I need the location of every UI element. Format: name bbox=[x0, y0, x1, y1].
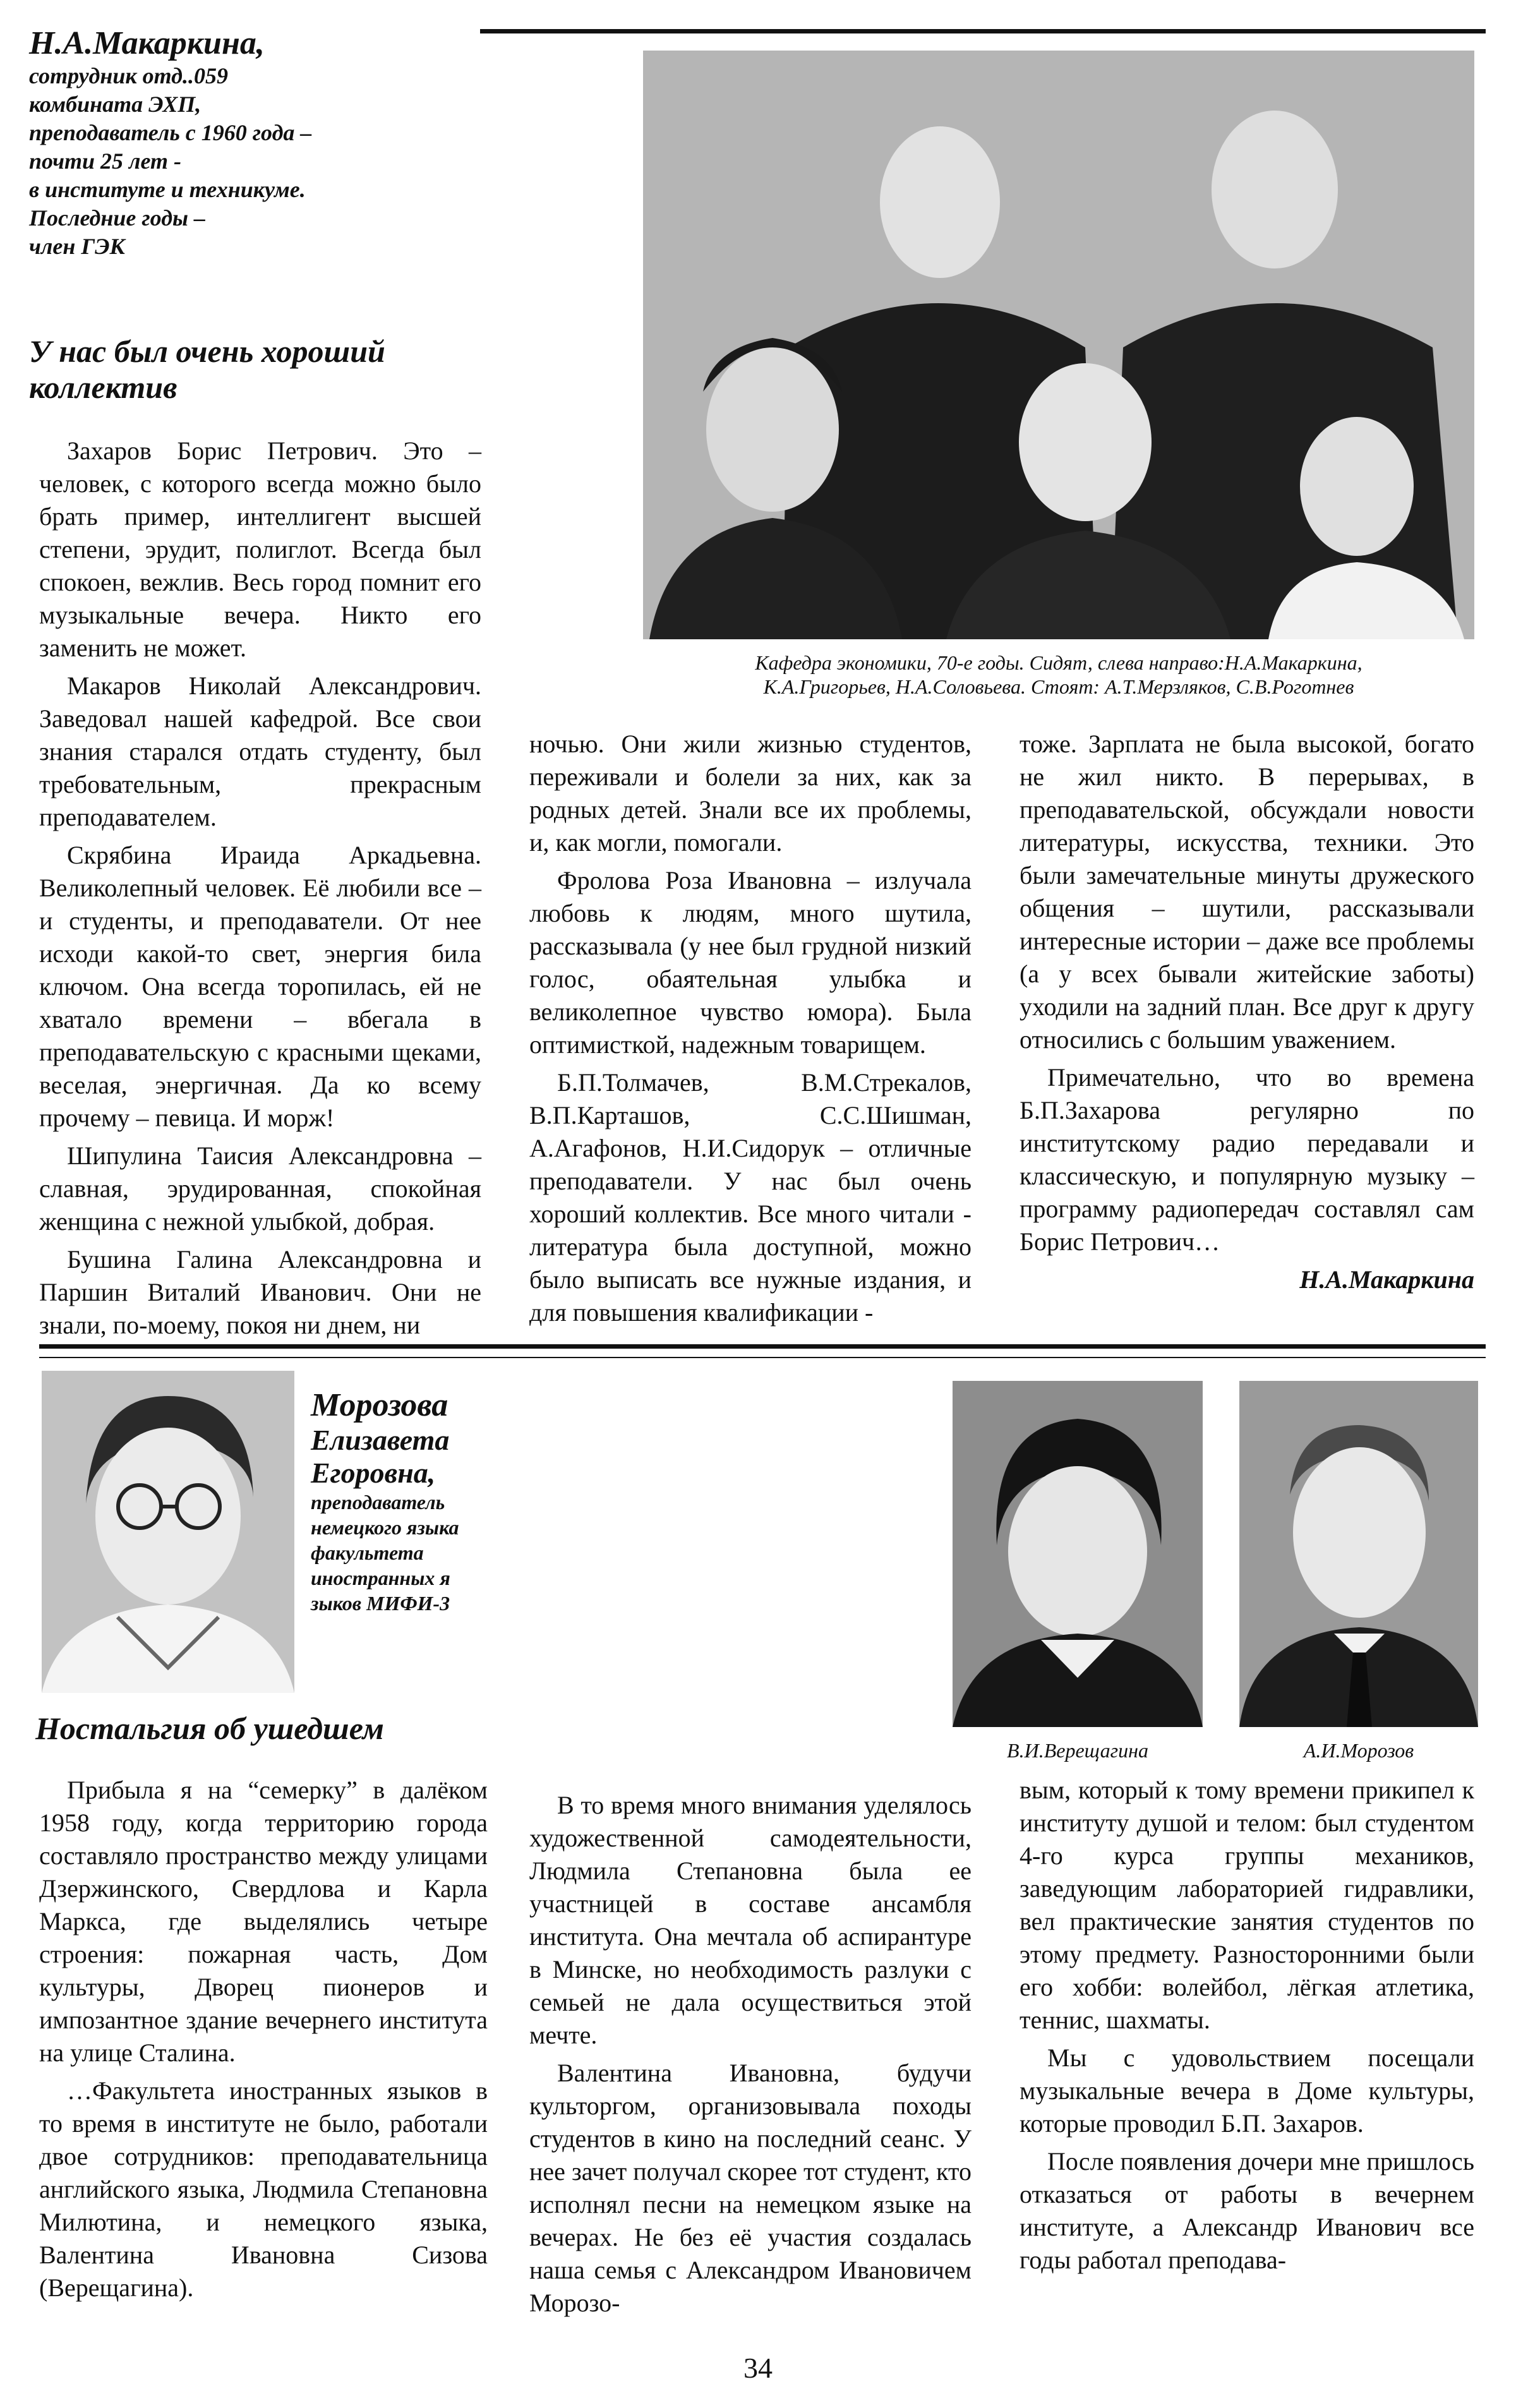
paragraph: Фролова Роза Ивановна – излучала любовь к людям, много шутила, рассказывала (у нее был грудной низкий голос, обаятельная улыбка и великолепное чувство юмора). Была оптимисткой, надежным товарищем. bbox=[529, 866, 972, 1059]
article2-column-3 bbox=[1020, 1774, 1474, 2282]
portrait-morozov bbox=[1239, 1381, 1478, 1727]
portrait-morozova bbox=[42, 1371, 294, 1693]
caption-morozov: А.И.Морозов bbox=[1303, 1739, 1414, 1762]
paragraph: Макаров Николай Александрович. Заведовал нашей кафедрой. Все свои знания старался отдать студенту, был требовательным, прекрасным преподавателем. bbox=[39, 671, 481, 831]
paragraph: Валентина Ивановна, будучи культоргом, организовывала походы студентов в кино на последний сеанс. У нее зачет получал скорее тот студент, кто исполнял песни на немецком языке на вечерах. Не без её участия создалась наша семья с Александром Ивановичем Морозо- bbox=[529, 2059, 972, 2317]
paragraph: Захаров Борис Петрович. Это – человек, с которого всегда можно было брать пример, интеллигент высшей степени, эрудит, полиглот. Всегда был спокоен, вежлив. Весь город помнит его музыкальные вечера. Никто его заменить не может. bbox=[39, 436, 481, 662]
paragraph: Б.П.Толмачев, В.М.Стрекалов, В.П.Карташов, С.С.Шишман, А.Агафонов, Н.И.Сидорук – отличные преподаватели. У нас был очень хороший коллектив. Все много читали - литература была доступной, можно было выписать все нужные издания, и для повышения квалификации - bbox=[529, 1068, 972, 1327]
article1-column-2 bbox=[529, 728, 972, 1334]
paragraph: Мы с удовольствием посещали музыкальные вечера в Доме культуры, которые проводил Б.П. Захаров. bbox=[1020, 2044, 1474, 2138]
article-title: У нас был очень хороший коллектив bbox=[29, 334, 385, 405]
paragraph: тоже. Зарплата не была высокой, богато не жил никто. В перерывах, в преподавательской, обсуждали новости литературы, искусства, техники. Это были замечательные минуты дружеского общения – шутили, рассказывали интересные истории – даже все проблемы (а у всех бывали житейские заботы) уходили на задний план. Все друг к другу относились с большим уважением. bbox=[1020, 730, 1474, 1054]
article1-column-1 bbox=[39, 435, 481, 1347]
author-block-makarkina bbox=[29, 25, 433, 261]
portrait-vereshchagina bbox=[953, 1381, 1203, 1727]
section-divider bbox=[39, 1344, 1486, 1349]
article2-title: Ностальгия об ушедшем bbox=[35, 1711, 384, 1746]
paragraph: Шипулина Таисия Александровна – славная, эрудированная, спокойная женщина с нежной улыбкой, добрая. bbox=[39, 1141, 481, 1236]
paragraph: Бушина Галина Александровна и Паршин Виталий Иванович. Они не знали, по-моему, покоя ни днем, ни bbox=[39, 1245, 481, 1339]
paragraph: вым, который к тому времени прикипел к институту душой и телом: был студентом 4-го курса группы механиков, заведующим лабораторией гидравлики, вел практические занятия студентов по этому предмету. Разносторонними были его хобби: волейбол, лёгкая атлетика, теннис, шахматы. bbox=[1020, 1776, 1474, 2034]
paragraph: …Факультета иностранных языков в то время в институте не было, работали двое сотрудников: преподавательница английского языка, Людмила Степановна Милютина, и немецкого языка, Валентина Ивановна Сизова (Верещагина). bbox=[39, 2076, 488, 2302]
author-name: Н.А.Макаркина, bbox=[29, 25, 265, 61]
top-rule bbox=[480, 29, 1486, 33]
paragraph: Примечательно, что во времена Б.П.Захарова регулярно по институтскому радио передавали и классическую, и популярную музыку – программу радиопередач составлял сам Борис Петрович… bbox=[1020, 1063, 1474, 1256]
paragraph: Скрябина Ираида Аркадьевна. Великолепный человек. Её любили все – и студенты, и преподаватели. От нее исходи какой-то свет, энергия била ключом. Она всегда торопилась, ей не хватало времени – вбегала в преподавательскую с красными щеками, веселая, энергичная. Да ко всему прочему – певица. И морж! bbox=[39, 841, 481, 1132]
group-photo bbox=[643, 51, 1474, 639]
author-info: сотрудник отд..059 комбината ЭХП, преподаватель с 1960 года – почти 25 лет - в институте и техникуме. Последние годы – член ГЭК bbox=[29, 63, 312, 259]
group-photo-caption: Кафедра экономики, 70-е годы. Сидят, слева направо:Н.А.Макаркина, К.А.Григорьев, Н.А.Соловьева. Стоят: А.Т.Мерзляков, С.В.Роготнев bbox=[755, 651, 1363, 698]
article1-column-3 bbox=[1020, 728, 1474, 1301]
signature: Н.А.Макаркина bbox=[1299, 1265, 1474, 1294]
section-divider-thin bbox=[39, 1357, 1486, 1358]
article2-column-1 bbox=[39, 1774, 488, 2309]
paragraph: В то время много внимания уделялось художественной самодеятельности, Людмила Степановна была ее участницей в составе ансамбля института. Она мечтала об аспирантуре в Минске, но необходимость разлуки с семьей не дала осуществиться этой мечте. bbox=[529, 1791, 972, 2049]
caption-vereshchagina: В.И.Верещагина bbox=[1007, 1739, 1148, 1762]
article2-column-2 bbox=[529, 1789, 972, 2325]
page-number: 34 bbox=[743, 2352, 773, 2384]
author-block-morozova: Морозова Елизавета Егоровна, преподаватель немецкого языка факультета иностранных я зыков МИФИ-3 bbox=[311, 1387, 459, 1615]
paragraph: После появления дочери мне пришлось отказаться от работы в вечернем институте, а Александр Иванович все годы работал преподава- bbox=[1020, 2147, 1474, 2274]
paragraph: Прибыла я на “семерку” в далёком 1958 году, когда территорию города составляло пространство между улицами Дзержинского, Свердлова и Карла Маркса, где выделялись четыре строения: пожарная часть, Дом культуры, Дворец пионеров и импозантное здание вечернего института на улице Сталина. bbox=[39, 1776, 488, 2067]
paragraph: ночью. Они жили жизнью студентов, переживали и болели за них, как за родных детей. Знали все их проблемы, и, как могли, помогали. bbox=[529, 730, 972, 857]
